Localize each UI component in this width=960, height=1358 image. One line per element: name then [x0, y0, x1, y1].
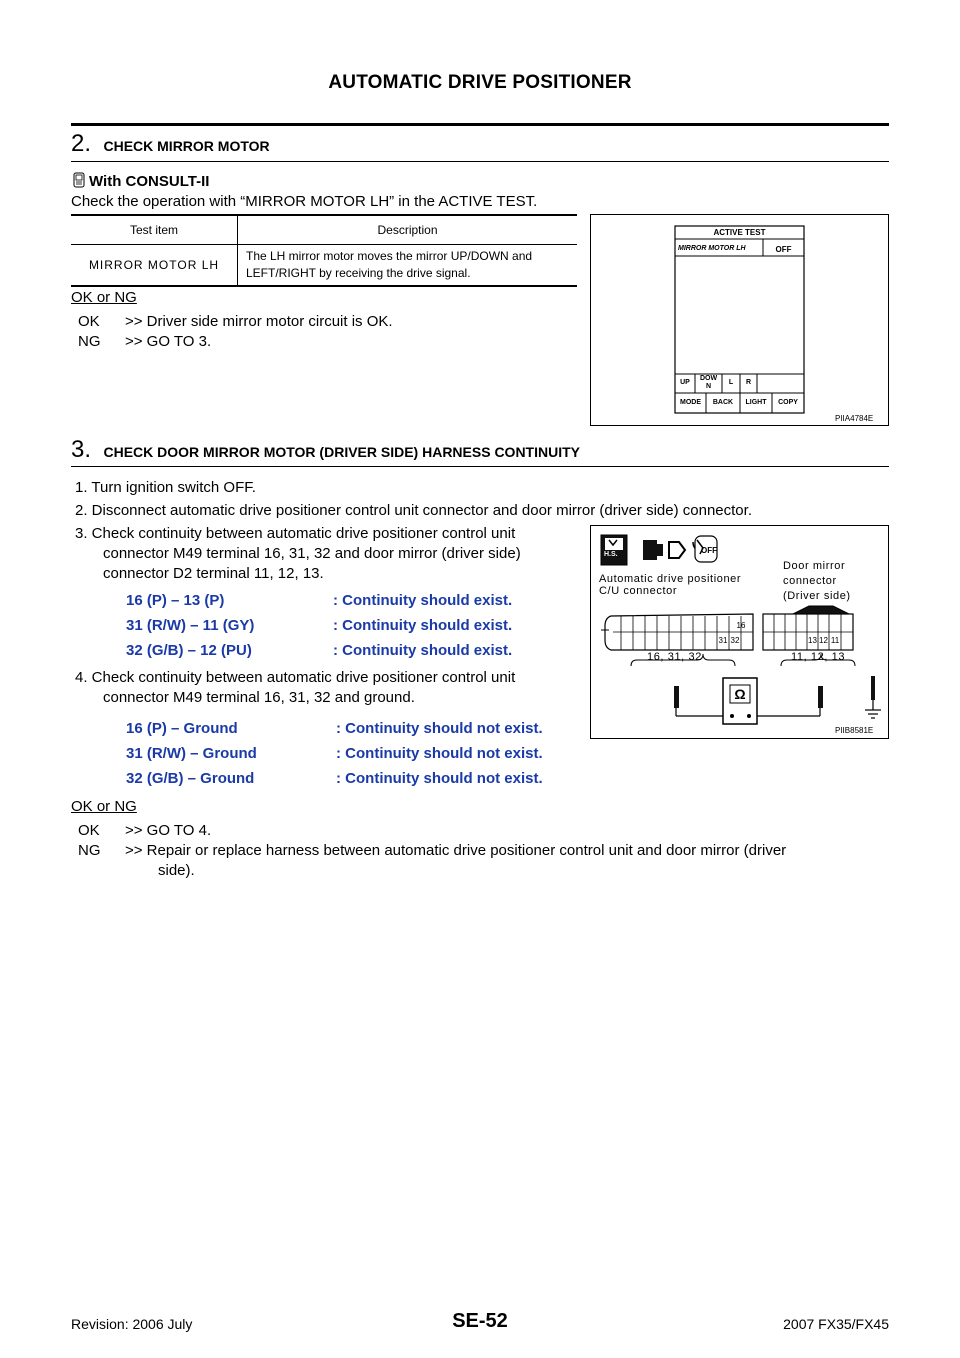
left-button[interactable]: L — [728, 379, 734, 386]
ground-result: : Continuity should not exist. — [336, 770, 543, 787]
cu-label-line: Automatic drive positioner — [599, 573, 742, 585]
result-ok — [78, 821, 211, 841]
table-row — [71, 245, 577, 285]
continuity-row — [126, 617, 512, 634]
consult-screen-figure — [590, 214, 889, 426]
dm-label-line: (Driver side) — [783, 590, 851, 602]
page-title: AUTOMATIC DRIVE POSITIONER — [328, 72, 632, 93]
instruction-3-line: connector D2 terminal 11, 12, 13. — [103, 565, 324, 582]
light-button[interactable]: LIGHT — [745, 399, 767, 406]
hs-label: H.S. — [604, 551, 618, 558]
step-number: 2. — [71, 130, 92, 157]
back-button[interactable]: BACK — [712, 399, 734, 406]
result-ng — [78, 841, 893, 881]
continuity-result: : Continuity should exist. — [333, 592, 513, 609]
step-2-rule — [71, 161, 889, 162]
dm-pin-label: 13 — [808, 636, 817, 645]
dm-pin-label: 12 — [819, 636, 828, 645]
result-code: NG — [78, 842, 101, 859]
result-code: OK — [78, 313, 100, 330]
instruction-2: 2. Disconnect automatic drive positioner control unit connector and door mirror (driver side) connector. — [75, 502, 752, 519]
screen-item-label: MIRROR MOTOR LH — [678, 245, 746, 252]
result-text: >> Repair or replace harness between automatic drive positioner control unit and door mirror (driver — [125, 842, 787, 859]
step-2-instruction: Check the operation with “MIRROR MOTOR LH” in the ACTIVE TEST. — [71, 193, 538, 210]
dm-label-line: connector — [783, 575, 837, 587]
instruction-1: 1. Turn ignition switch OFF. — [75, 479, 256, 496]
step-3-heading — [71, 436, 580, 464]
mode-button[interactable]: MODE — [680, 399, 701, 406]
test-item-table — [71, 214, 577, 287]
consult-label: With CONSULT-II — [89, 173, 210, 190]
instruction-3 — [75, 524, 585, 584]
ground-row — [126, 720, 543, 737]
up-button[interactable]: UP — [680, 379, 690, 386]
step-title: CHECK MIRROR MOTOR — [103, 138, 270, 154]
door-mirror-connector-label — [783, 559, 851, 604]
down-button[interactable]: DOW N — [699, 375, 718, 390]
instruction-4 — [75, 668, 585, 708]
description-line-1: The LH mirror motor moves the mirror UP/DOWN and — [246, 249, 533, 263]
result-text-continued: side). — [158, 862, 195, 879]
table-cell-item: MIRROR MOTOR LH — [71, 245, 238, 285]
ground-row — [126, 745, 543, 762]
copy-button[interactable]: COPY — [778, 399, 798, 406]
table-cell-description — [238, 245, 578, 285]
cu-label-line: C/U connector — [599, 585, 678, 597]
ground-result: : Continuity should not exist. — [336, 745, 543, 762]
ground-pair: 31 (R/W) – Ground — [126, 745, 257, 762]
result-ng — [78, 332, 211, 352]
continuity-row — [126, 592, 512, 609]
cu-terminals-label: 16, 31, 32 — [647, 651, 702, 663]
ground-result: : Continuity should not exist. — [336, 720, 543, 737]
continuity-row — [126, 642, 512, 659]
result-ok — [78, 312, 393, 332]
ok-ng-label: OK or NG — [71, 289, 137, 306]
continuity-result: : Continuity should exist. — [333, 642, 513, 659]
cu-pin-label: 31 — [718, 636, 728, 645]
ground-row — [126, 770, 543, 787]
ohm-symbol: Ω — [734, 686, 746, 702]
figure-code: PIIA4784E — [835, 414, 874, 423]
screen-item-value: OFF — [775, 245, 792, 254]
consult-icon — [71, 172, 87, 194]
result-text: >> GO TO 3. — [125, 333, 212, 350]
ok-ng-label: OK or NG — [71, 798, 137, 815]
consult-line — [71, 172, 209, 194]
instruction-3-line: connector M49 terminal 16, 31, 32 and door mirror (driver side) — [103, 545, 521, 562]
step-title: CHECK DOOR MIRROR MOTOR (DRIVER SIDE) HARNESS CONTINUITY — [103, 444, 581, 460]
dm-terminals-label: 11, 12, 13 — [791, 651, 846, 663]
harness-diagram-figure — [590, 525, 889, 739]
result-text: >> Driver side mirror motor circuit is OK. — [125, 313, 393, 330]
step-2-heading — [71, 130, 270, 158]
result-code: OK — [78, 822, 100, 839]
step-number: 3. — [71, 436, 92, 463]
figure-code: PIIB8581E — [835, 726, 874, 735]
instruction-4-line: connector M49 terminal 16, 31, 32 and ground. — [103, 689, 415, 706]
revision-label: Revision: 2006 July — [71, 1316, 193, 1332]
dm-pin-label: 11 — [830, 636, 840, 645]
dm-label-line: Door mirror — [783, 560, 846, 572]
cu-pin-label: 32 — [730, 636, 740, 645]
header-rule — [71, 123, 889, 126]
off-label: OFF — [701, 546, 717, 555]
ground-pair: 32 (G/B) – Ground — [126, 770, 255, 787]
ground-pair: 16 (P) – Ground — [126, 720, 238, 737]
instruction-3-line: 3. Check continuity between automatic drive positioner control unit — [75, 525, 516, 542]
result-text: >> GO TO 4. — [125, 822, 212, 839]
instruction-4-line: 4. Check continuity between automatic drive positioner control unit — [75, 669, 516, 686]
right-button[interactable]: R — [745, 379, 752, 386]
model-label: 2007 FX35/FX45 — [783, 1316, 889, 1332]
result-code: NG — [78, 333, 101, 350]
table-header-description: Description — [377, 223, 438, 237]
continuity-pair: 31 (R/W) – 11 (GY) — [126, 617, 255, 634]
step-3-rule — [71, 466, 889, 467]
cu-connector-label — [599, 573, 741, 597]
continuity-result: : Continuity should exist. — [333, 617, 513, 634]
continuity-pair: 32 (G/B) – 12 (PU) — [126, 642, 252, 659]
cu-pin-label: 16 — [736, 621, 746, 630]
page-number: SE-52 — [452, 1310, 508, 1332]
continuity-pair: 16 (P) – 13 (P) — [126, 592, 225, 609]
screen-title: ACTIVE TEST — [713, 228, 766, 237]
description-line-2: LEFT/RIGHT by receiving the drive signal. — [246, 266, 471, 280]
table-header-test-item: Test item — [71, 216, 238, 244]
